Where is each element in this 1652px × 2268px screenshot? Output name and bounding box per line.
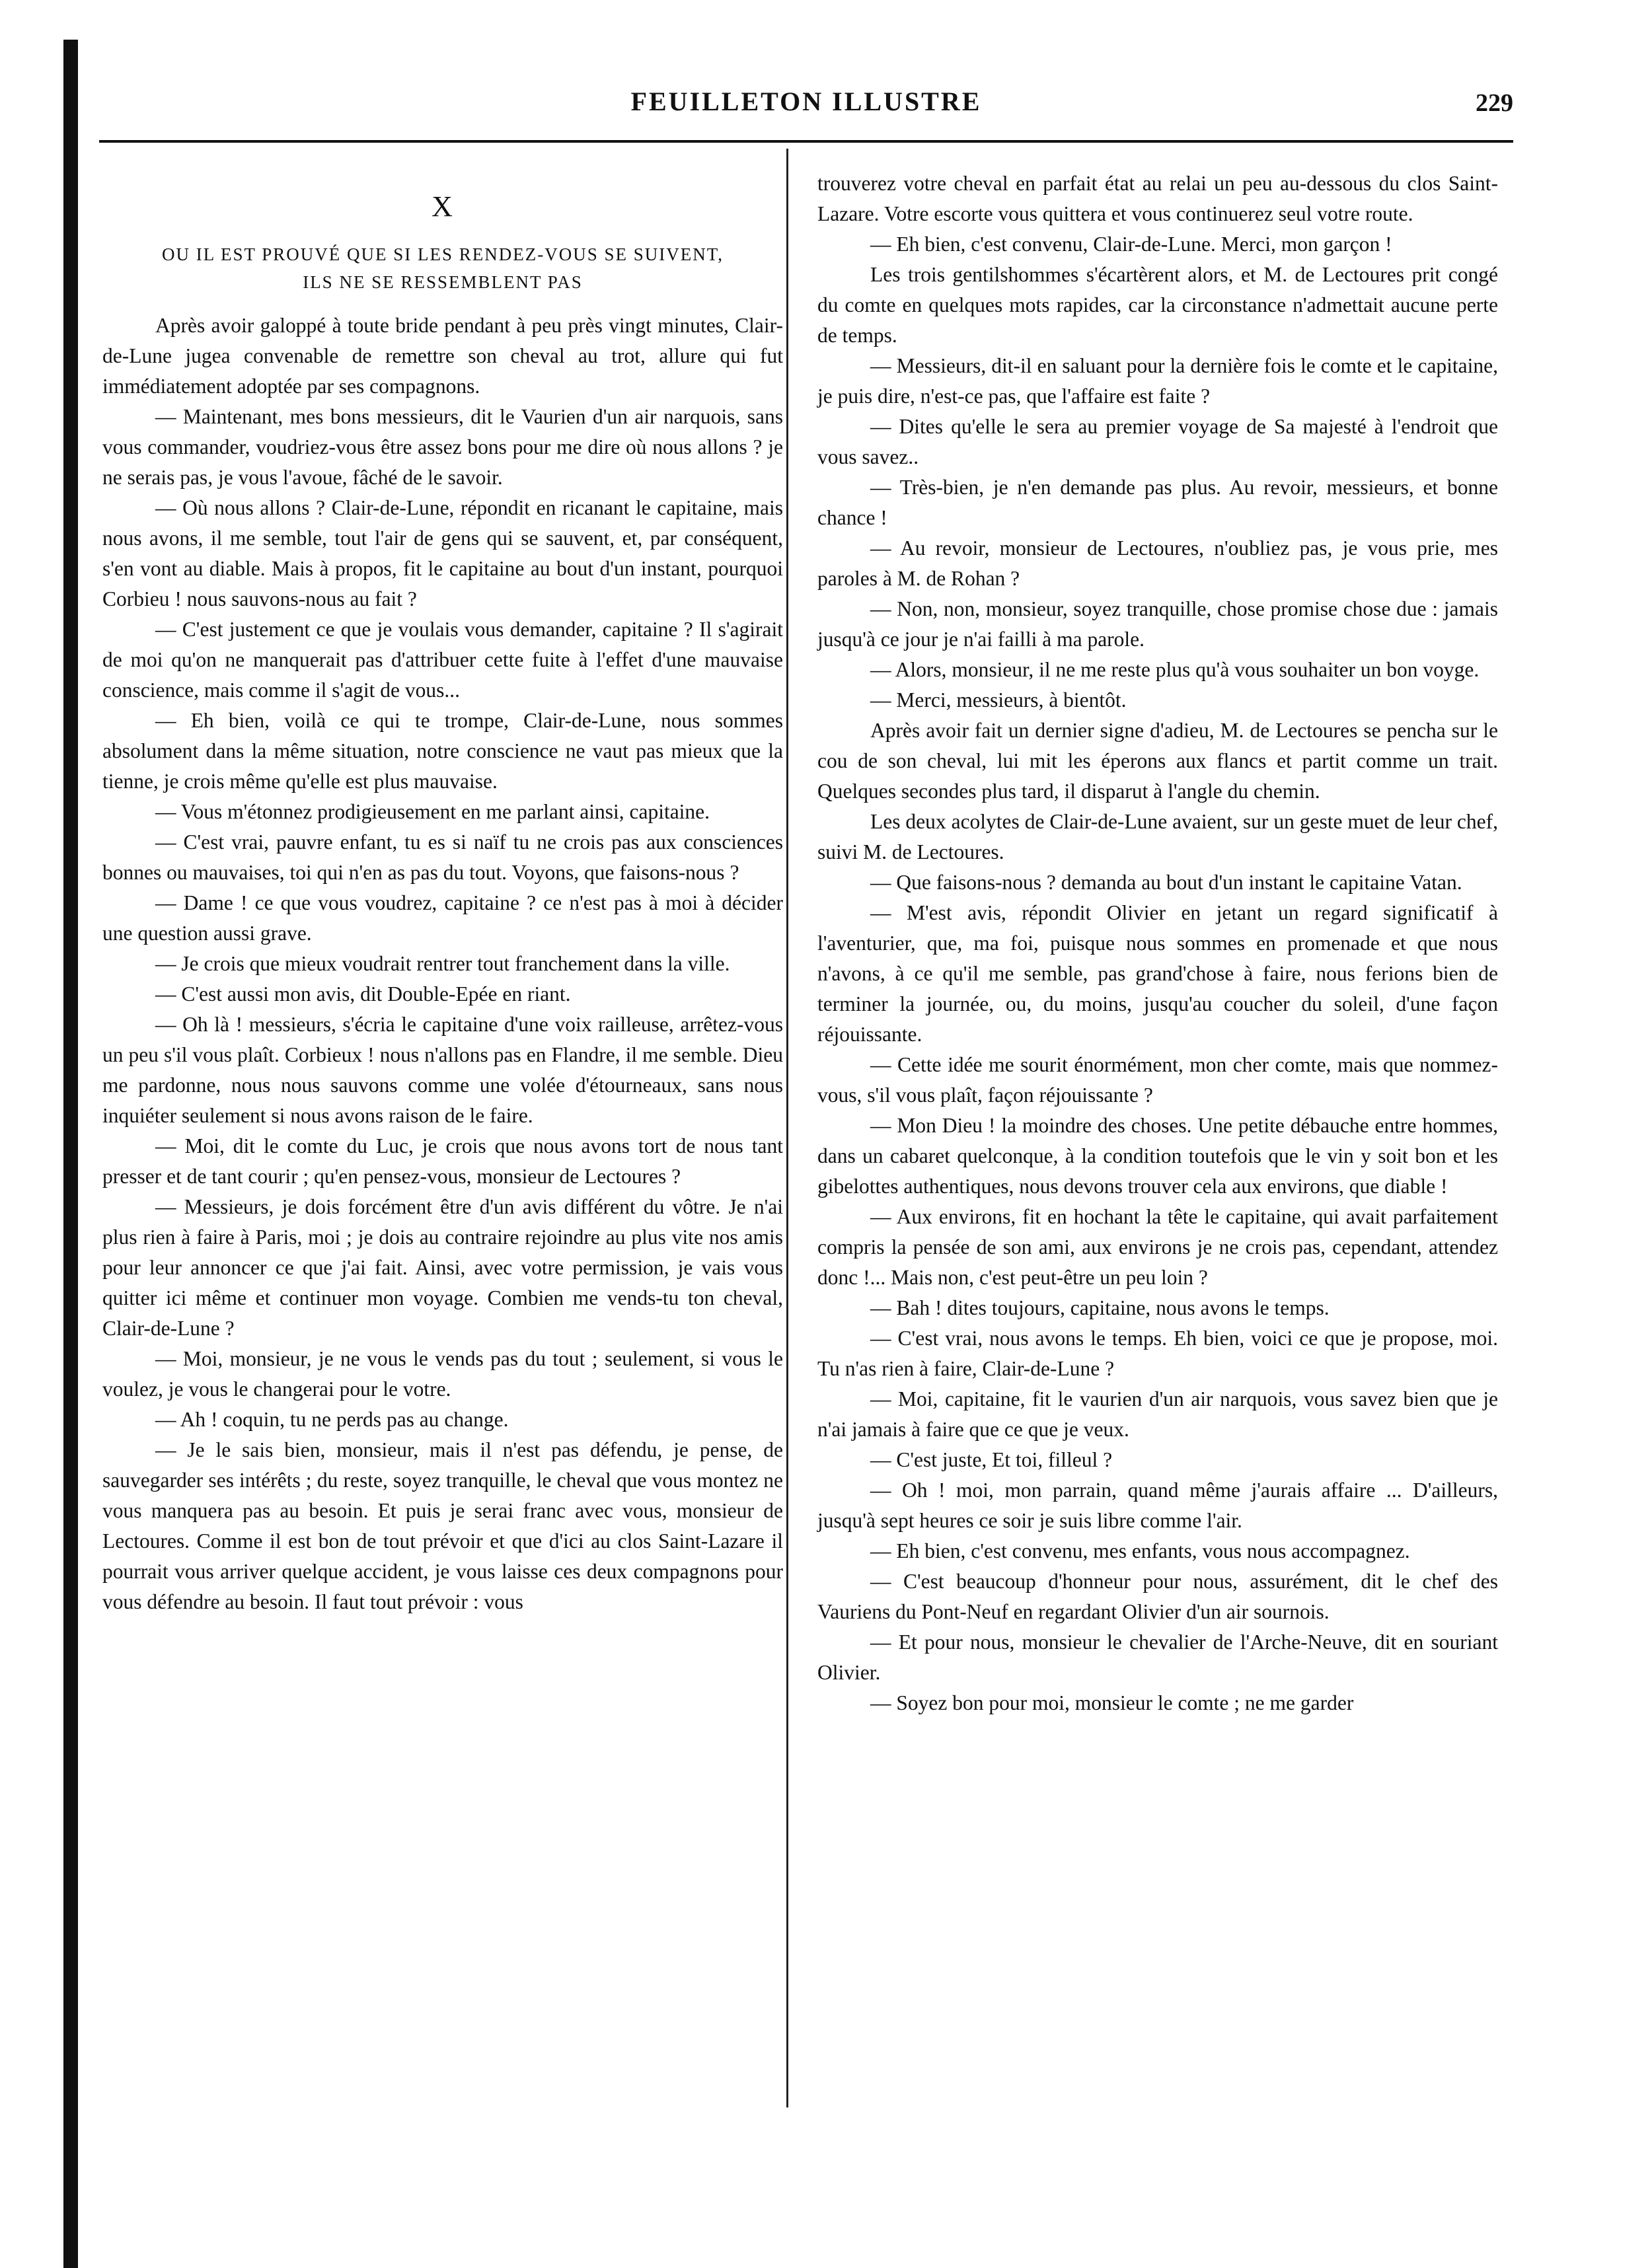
paragraph: Après avoir fait un dernier signe d'adieu, M. de Lectoures se pencha sur le cou de son cheval, lui mit les éperons aux flancs et partit comme un trait. Quelques secondes plus tard, il disparut à l'angle du chemin.: [817, 719, 1498, 803]
paragraph: — C'est beaucoup d'honneur pour nous, assurément, dit le chef des Vauriens du Pont-Neuf en regardant Olivier d'un air sournois.: [817, 1570, 1498, 1623]
chapter-title: [102, 240, 783, 296]
paragraph: — M'est avis, répondit Olivier en jetant un regard significatif à l'aventurier, que, ma foi, puisque nous sommes en promenade et que nous n'avons, à ce qu'il me semble, pas grand'chose à faire, nous ferions bien de terminer la journée, ou, du moins, jusqu'au coucher du soleil, d'une façon réjouissante.: [817, 901, 1498, 1046]
paragraph: — Mon Dieu ! la moindre des choses. Une petite débauche entre hommes, dans un cabaret quelconque, à la condition toutefois que le vin y soit bon et les gibelottes authentiques, nous devons trouver cela aux environs, que diable !: [817, 1114, 1498, 1198]
column-divider: [786, 149, 788, 2107]
paragraph: — C'est juste, Et toi, filleul ?: [870, 1448, 1113, 1471]
paragraph: — C'est vrai, nous avons le temps. Eh bien, voici ce que je propose, moi. Tu n'as rien à faire, Clair-de-Lune ?: [817, 1327, 1498, 1380]
header-rule: [99, 140, 1513, 143]
paragraph: — Soyez bon pour moi, monsieur le comte ; ne me garder: [870, 1691, 1354, 1714]
paragraph: — Merci, messieurs, à bientôt.: [870, 688, 1127, 712]
paragraph: — Ah ! coquin, tu ne perds pas au change.: [155, 1408, 509, 1431]
paragraph: — Maintenant, mes bons messieurs, dit le Vaurien d'un air narquois, sans vous commander, voudriez-vous être assez bons pour me dire où nous allons ? je ne serais pas, je vous l'avoue, fâché de le savoir.: [102, 405, 783, 489]
paragraph: — Oh là ! messieurs, s'écria le capitaine d'une voix railleuse, arrêtez-vous un peu s'il vous plaît. Corbieux ! nous n'allons pas en Flandre, il me semble. Dieu me pardonne, nous nous sauvons comme une volée d'étourneaux, sans nous inquiéter seulement si nous avons raison de le faire.: [102, 1013, 783, 1127]
chapter-number: X: [432, 190, 454, 223]
paragraph: — C'est vrai, pauvre enfant, tu es si naïf tu ne crois pas aux consciences bonnes ou mauvaises, toi qui n'en as pas du tout. Voyons, que faisons-nous ?: [102, 830, 783, 884]
paragraph: — Moi, monsieur, je ne vous le vends pas du tout ; seulement, si vous le voulez, je vous le changerai pour le votre.: [102, 1347, 783, 1401]
paragraph: — Cette idée me sourit énormément, mon cher comte, mais que nommez-vous, s'il vous plaît, façon réjouissante ?: [817, 1053, 1498, 1107]
chapter-title-line: OU IL EST PROUVÉ QUE SI LES RENDEZ-VOUS SE SUIVENT,: [162, 244, 724, 264]
running-title: FEUILLETON ILLUSTRE: [630, 87, 982, 116]
paragraph: — Bah ! dites toujours, capitaine, nous avons le temps.: [870, 1296, 1330, 1319]
right-column: [817, 168, 1498, 1718]
paragraph: — C'est aussi mon avis, dit Double-Epée en riant.: [155, 982, 571, 1006]
page-number: 229: [1476, 89, 1513, 117]
paragraph: — Eh bien, c'est convenu, mes enfants, vous nous accompagnez.: [870, 1539, 1410, 1562]
paragraph: — Moi, dit le comte du Luc, je crois que nous avons tort de nous tant presser et de tant courir ; qu'en pensez-vous, monsieur de Lectoures ?: [102, 1134, 783, 1188]
paragraph: — Au revoir, monsieur de Lectoures, n'oubliez pas, je vous prie, mes paroles à M. de Rohan ?: [817, 536, 1498, 590]
paragraph: — Eh bien, c'est convenu, Clair-de-Lune. Merci, mon garçon !: [870, 233, 1392, 256]
running-header: [99, 86, 1513, 132]
paragraph: — Où nous allons ? Clair-de-Lune, répondit en ricanant le capitaine, mais nous avons, il me semble, tout l'air de gens qui se sauvent, et, par conséquent, s'en vont au diable. Mais à propos, fit le capitaine au bout d'un instant, pourquoi Corbieu ! nous sauvons-nous au fait ?: [102, 496, 783, 610]
paragraph: — Très-bien, je n'en demande pas plus. Au revoir, messieurs, et bonne chance !: [817, 476, 1498, 529]
paragraph: — Je crois que mieux voudrait rentrer tout franchement dans la ville.: [155, 952, 730, 975]
paragraph: — Vous m'étonnez prodigieusement en me parlant ainsi, capitaine.: [155, 800, 710, 823]
paragraph: — Que faisons-nous ? demanda au bout d'un instant le capitaine Vatan.: [870, 871, 1462, 894]
left-column: [102, 152, 783, 1617]
paragraph: — Messieurs, dit-il en saluant pour la dernière fois le comte et le capitaine, je puis dire, n'est-ce pas, que l'affaire est faite ?: [817, 354, 1498, 408]
paragraph: — Dame ! ce que vous voudrez, capitaine ? ce n'est pas à moi à décider une question aussi grave.: [102, 891, 783, 945]
paragraph: — C'est justement ce que je voulais vous demander, capitaine ? Il s'agirait de moi qu'on ne manquerait pas d'attribuer cette fuite à l'effet d'une mauvaise conscience, mais comme il s'agit de vous...: [102, 618, 783, 702]
paragraph: — Oh ! moi, mon parrain, quand même j'aurais affaire ... D'ailleurs, jusqu'à sept heures ce soir je suis libre comme l'air.: [817, 1479, 1498, 1532]
paragraph: — Moi, capitaine, fit le vaurien d'un air narquois, vous savez bien que je n'ai jamais à faire que ce que je veux.: [817, 1387, 1498, 1441]
paragraph: — Alors, monsieur, il ne me reste plus qu'à vous souhaiter un bon voyge.: [870, 658, 1480, 681]
paragraph: — Et pour nous, monsieur le chevalier de l'Arche-Neuve, dit en souriant Olivier.: [817, 1630, 1498, 1684]
chapter-title-line: ILS NE SE RESSEMBLENT PAS: [303, 272, 583, 292]
paragraph: Après avoir galoppé à toute bride pendant à peu près vingt minutes, Clair-de-Lune jugea convenable de remettre son cheval au trot, allure qui fut immédiatement adoptée par ses compagnons.: [102, 314, 783, 398]
paragraph: — Dites qu'elle le sera au premier voyage de Sa majesté à l'endroit que vous savez..: [817, 415, 1498, 468]
binding-shadow: [63, 40, 78, 2268]
paragraph: — Messieurs, je dois forcément être d'un avis différent du vôtre. Je n'ai plus rien à faire à Paris, moi ; je dois au contraire rejoindre au plus vite nos amis pour leur annoncer ce que j'ai fait. Ainsi, avec votre permission, je vais vous quitter ici même et continuer mon voyage. Combien me vends-tu ton cheval, Clair-de-Lune ?: [102, 1195, 783, 1340]
paragraph: — Non, non, monsieur, soyez tranquille, chose promise chose due : jamais jusqu'à ce jour je n'ai failli à ma parole.: [817, 597, 1498, 651]
paragraph: Les deux acolytes de Clair-de-Lune avaient, sur un geste muet de leur chef, suivi M. de Lectoures.: [817, 810, 1498, 863]
paragraph: — Eh bien, voilà ce qui te trompe, Clair-de-Lune, nous sommes absolument dans la même situation, notre conscience ne vaut pas mieux que la tienne, je crois même qu'elle est plus mauvaise.: [102, 709, 783, 793]
paragraph: — Je le sais bien, monsieur, mais il n'est pas défendu, je pense, de sauvegarder ses intérêts ; du reste, soyez tranquille, le cheval que vous montez ne vous manquera pas au besoin. Et puis je serai franc avec vous, monsieur de Lectoures. Comme il est bon de tout prévoir et que d'ici au clos Saint-Lazare il pourrait vous arriver quelque accident, je vous laisse ces deux compagnons pour vous défendre au besoin. Il faut tout prévoir : vous: [102, 1438, 783, 1613]
paragraph: — Aux environs, fit en hochant la tête le capitaine, qui avait parfaitement compris la pensée de son ami, aux environs je ne crois pas, cependant, attendez donc !... Mais non, c'est peut-être un peu loin ?: [817, 1205, 1498, 1289]
paragraph: Les trois gentilshommes s'écartèrent alors, et M. de Lectoures prit congé du comte en quelques mots rapides, car la circonstance n'admettait aucune perte de temps.: [817, 263, 1498, 347]
paragraph-continuation: trouverez votre cheval en parfait état au relai un peu au-dessous du clos Saint-Lazare. Votre escorte vous quittera et vous continuerez seul votre route.: [817, 172, 1498, 225]
